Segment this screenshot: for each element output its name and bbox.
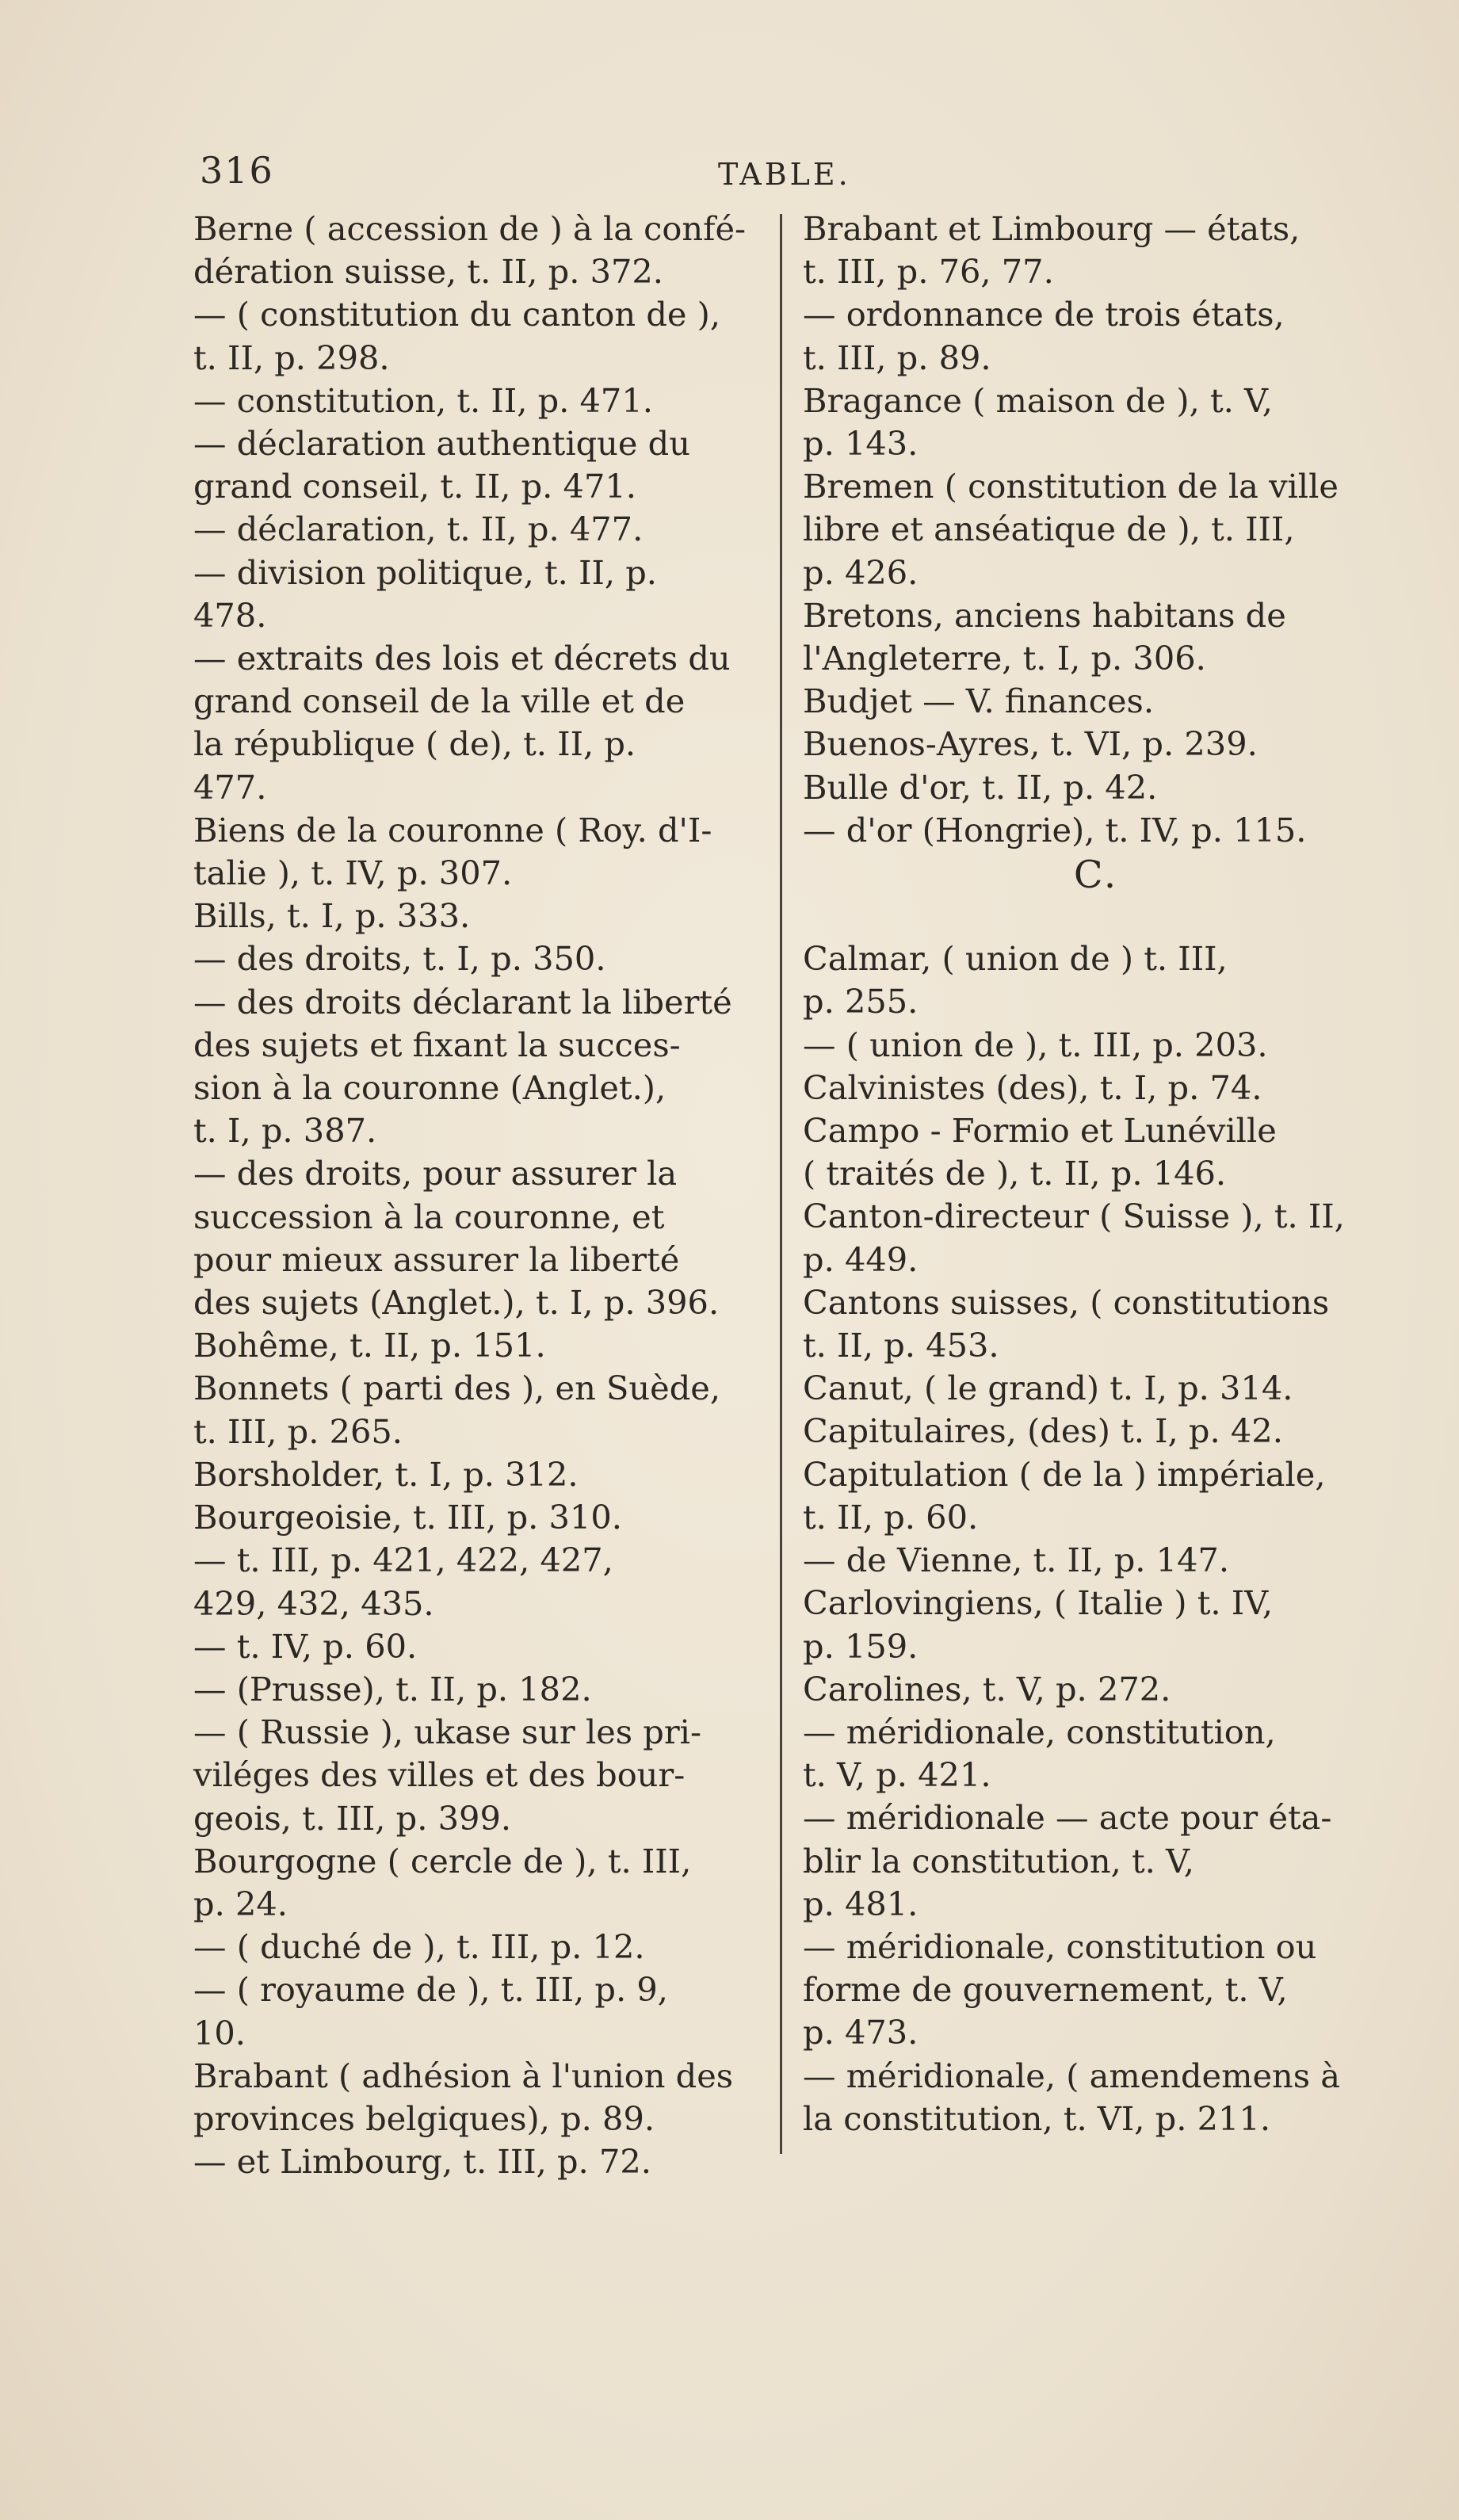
index-entry xyxy=(803,380,1389,465)
index-line: — méridionale, ( amendemens à xyxy=(803,2056,1340,2095)
index-line: t. V, p. 421. xyxy=(803,1755,991,1795)
index-line: Canut, ( le grand) t. I, p. 314. xyxy=(803,1369,1293,1408)
right-column-top xyxy=(803,208,1389,852)
index-entry xyxy=(803,465,1389,594)
index-line: p. 143. xyxy=(803,424,919,464)
index-line: — t. IV, p. 60. xyxy=(193,1626,418,1666)
index-entry xyxy=(803,1926,1389,2055)
index-entry xyxy=(193,1968,764,2054)
index-entry xyxy=(803,1453,1389,1539)
index-entry xyxy=(803,1796,1389,1926)
index-line: — méridionale, constitution, xyxy=(803,1712,1276,1751)
index-line: 477. xyxy=(193,767,267,807)
index-line: p. 481. xyxy=(803,1884,919,1923)
index-line: Bretons, anciens habitans de xyxy=(803,595,1286,635)
index-entry xyxy=(803,680,1389,723)
index-line: 429, 432, 435. xyxy=(193,1583,434,1623)
index-line: blir la constitution, t. V, xyxy=(803,1841,1194,1880)
index-entry xyxy=(803,1067,1389,1109)
index-line: Bremen ( constitution de la ville xyxy=(803,467,1339,506)
index-entry xyxy=(193,2055,764,2140)
index-entry xyxy=(193,1539,764,1625)
index-line: Budjet — V. finances. xyxy=(803,682,1155,721)
index-line: — ordonnance de trois états, xyxy=(803,295,1285,334)
index-line: t. I, p. 387. xyxy=(193,1111,377,1151)
index-entry xyxy=(803,1410,1389,1453)
index-line: Brabant et Limbourg — états, xyxy=(803,209,1300,248)
index-line: t. II, p. 298. xyxy=(193,338,390,377)
index-line: Bohême, t. II, p. 151. xyxy=(193,1326,546,1365)
index-line: p. 159. xyxy=(803,1626,919,1666)
index-line: Bulle d'or, t. II, p. 42. xyxy=(803,767,1158,807)
index-line: ( traités de ), t. II, p. 146. xyxy=(803,1154,1227,1193)
index-line: p. 473. xyxy=(803,2013,919,2052)
index-entry xyxy=(803,1024,1389,1067)
index-entry xyxy=(803,293,1389,379)
index-line: libre et anséatique de ), t. III, xyxy=(803,510,1295,549)
index-line: — méridionale — acte pour éta- xyxy=(803,1798,1332,1838)
index-line: t. III, p. 265. xyxy=(193,1411,403,1451)
index-line: Bragance ( maison de ), t. V, xyxy=(803,380,1273,420)
index-line: Berne ( accession de ) à la confé- xyxy=(193,209,747,248)
right-column xyxy=(803,208,1389,2140)
index-entry xyxy=(803,208,1389,293)
index-entry xyxy=(193,508,764,551)
index-line: — d'or (Hongrie), t. IV, p. 115. xyxy=(803,810,1307,850)
index-line: — des droits, t. I, p. 350. xyxy=(193,939,606,979)
index-entry xyxy=(193,809,764,895)
index-line: succession à la couronne, et xyxy=(193,1197,665,1236)
index-entry xyxy=(193,1367,764,1453)
index-entry xyxy=(193,981,764,1153)
index-line: des sujets et fixant la succes- xyxy=(193,1025,681,1064)
index-line: geois, t. III, p. 399. xyxy=(193,1798,512,1838)
index-line: sion à la couronne (Anglet.), xyxy=(193,1068,666,1108)
index-entry xyxy=(803,1109,1389,1195)
index-line: Bonnets ( parti des ), en Suède, xyxy=(193,1369,721,1408)
index-line: 10. xyxy=(193,2013,246,2052)
index-line: — des droits, pour assurer la xyxy=(193,1154,678,1193)
index-entry xyxy=(803,809,1389,852)
index-entry xyxy=(193,208,764,293)
column-divider xyxy=(780,214,782,2154)
index-line: Borsholder, t. I, p. 312. xyxy=(193,1454,579,1494)
index-entry xyxy=(193,293,764,379)
index-entry xyxy=(193,1840,764,1926)
index-entry xyxy=(193,1152,764,1324)
index-entry xyxy=(803,1539,1389,1582)
index-line: p. 449. xyxy=(803,1239,919,1279)
index-line: — extraits des lois et décrets du xyxy=(193,639,731,678)
index-line: Cantons suisses, ( constitutions xyxy=(803,1282,1330,1322)
index-line: Carlovingiens, ( Italie ) t. IV, xyxy=(803,1583,1274,1623)
index-entry xyxy=(803,1711,1389,1796)
index-line: — méridionale, constitution ou xyxy=(803,1926,1317,1966)
index-line: Bills, t. I, p. 333. xyxy=(193,896,471,936)
index-line: viléges des villes et des bour- xyxy=(193,1755,686,1795)
index-line: t. II, p. 60. xyxy=(803,1497,979,1537)
index-line: — déclaration, t. II, p. 477. xyxy=(193,510,644,549)
index-line: Brabant ( adhésion à l'union des xyxy=(193,2056,734,2095)
index-line: p. 255. xyxy=(803,982,919,1021)
index-entry xyxy=(803,1582,1389,1667)
index-line: p. 24. xyxy=(193,1884,288,1923)
section-letter: C. xyxy=(1073,853,1119,898)
index-entry xyxy=(193,1668,764,1711)
index-line: Calmar, ( union de ) t. III, xyxy=(803,939,1228,979)
index-line: pour mieux assurer la liberté xyxy=(193,1239,680,1279)
index-entry xyxy=(193,895,764,937)
index-entry xyxy=(193,1453,764,1496)
index-line: grand conseil, t. II, p. 471. xyxy=(193,467,636,506)
index-entry xyxy=(803,594,1389,680)
index-entry xyxy=(803,1367,1389,1410)
index-line: Capitulaires, (des) t. I, p. 42. xyxy=(803,1411,1283,1451)
index-line: — ( union de ), t. III, p. 203. xyxy=(803,1025,1268,1064)
index-line: la république ( de), t. II, p. xyxy=(193,724,636,764)
right-column-bottom xyxy=(803,937,1389,2140)
index-entry xyxy=(193,552,764,637)
index-line: grand conseil de la ville et de xyxy=(193,682,686,721)
left-column xyxy=(193,208,764,2183)
running-head: TABLE. xyxy=(718,157,851,192)
index-entry xyxy=(193,1711,764,1840)
index-line: — division politique, t. II, p. xyxy=(193,552,657,592)
index-line: Capitulation ( de la ) impériale, xyxy=(803,1454,1326,1494)
index-line: Canton-directeur ( Suisse ), t. II, xyxy=(803,1197,1345,1236)
index-line: dération suisse, t. II, p. 372. xyxy=(193,252,663,292)
index-line: t. II, p. 453. xyxy=(803,1326,999,1365)
index-line: — des droits déclarant la liberté xyxy=(193,982,732,1021)
index-entry xyxy=(193,1926,764,1968)
index-line: Bourgeoisie, t. III, p. 310. xyxy=(193,1498,622,1537)
index-entry xyxy=(803,2055,1389,2140)
index-line: — et Limbourg, t. III, p. 72. xyxy=(193,2142,651,2182)
index-line: Carolines, t. V, p. 272. xyxy=(803,1669,1171,1709)
index-line: — t. III, p. 421, 422, 427, xyxy=(193,1541,613,1580)
index-line: Biens de la couronne ( Roy. d'I- xyxy=(193,810,712,850)
index-line: des sujets (Anglet.), t. I, p. 396. xyxy=(193,1283,720,1323)
index-entry xyxy=(803,1668,1389,1711)
index-entry xyxy=(803,937,1389,1023)
index-line: t. III, p. 89. xyxy=(803,338,991,377)
index-entry xyxy=(193,637,764,809)
index-line: — ( royaume de ), t. III, p. 9, xyxy=(193,1970,668,2010)
index-line: — (Prusse), t. II, p. 182. xyxy=(193,1669,592,1709)
index-entry xyxy=(803,766,1389,809)
index-line: talie ), t. IV, p. 307. xyxy=(193,853,513,893)
index-entry xyxy=(803,1281,1389,1367)
index-line: — ( constitution du canton de ), xyxy=(193,295,721,334)
index-entry xyxy=(193,2140,764,2183)
index-line: Bourgogne ( cercle de ), t. III, xyxy=(193,1841,692,1880)
index-line: — de Vienne, t. II, p. 147. xyxy=(803,1541,1230,1580)
index-line: provinces belgiques), p. 89. xyxy=(193,2098,655,2138)
index-line: Campo - Formio et Lunéville xyxy=(803,1111,1277,1151)
index-line: Buenos-Ayres, t. VI, p. 239. xyxy=(803,724,1258,764)
index-entry xyxy=(193,937,764,980)
index-entry xyxy=(193,422,764,508)
index-entry xyxy=(193,1625,764,1668)
index-entry xyxy=(803,1195,1389,1281)
index-line: l'Angleterre, t. I, p. 306. xyxy=(803,639,1206,678)
index-line: t. III, p. 76, 77. xyxy=(803,252,1054,292)
index-entry xyxy=(803,723,1389,766)
index-line: Calvinistes (des), t. I, p. 74. xyxy=(803,1067,1262,1107)
index-line: — déclaration authentique du xyxy=(193,424,690,464)
index-line: 478. xyxy=(193,595,267,635)
index-line: la constitution, t. VI, p. 211. xyxy=(803,2098,1271,2138)
page-number: 316 xyxy=(200,149,274,192)
index-entry xyxy=(193,380,764,422)
index-line: forme de gouvernement, t. V, xyxy=(803,1970,1288,2010)
index-entry xyxy=(193,1324,764,1367)
index-line: — ( duché de ), t. III, p. 12. xyxy=(193,1927,645,1967)
index-line: — ( Russie ), ukase sur les pri- xyxy=(193,1712,701,1752)
index-entry xyxy=(193,1496,764,1539)
index-line: — constitution, t. II, p. 471. xyxy=(193,380,653,420)
index-line: p. 426. xyxy=(803,552,919,592)
